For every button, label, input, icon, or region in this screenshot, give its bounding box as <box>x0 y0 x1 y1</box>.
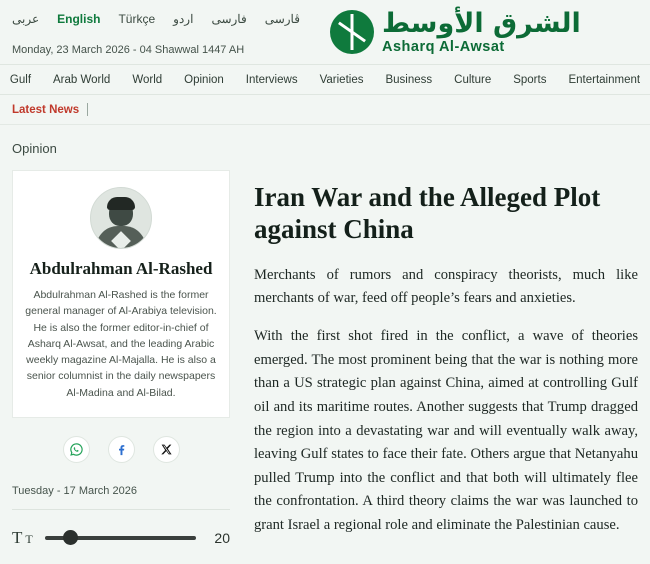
language-link-persian[interactable]: فارسی <box>211 12 247 26</box>
whatsapp-share-icon[interactable] <box>63 436 90 463</box>
sidebar-column <box>12 170 230 552</box>
article-paragraph: Merchants of rumors and conspiracy theorists, much like merchants of war, feed off people’s fears and anxieties. <box>254 266 638 307</box>
latest-news-label: Latest News <box>12 103 80 116</box>
latest-news-bar[interactable] <box>0 95 650 125</box>
font-size-icon <box>12 528 33 548</box>
nav-item-sports[interactable]: Sports <box>513 73 547 86</box>
language-link-arabic[interactable]: عربى <box>12 12 40 26</box>
facebook-share-icon[interactable] <box>108 436 135 463</box>
main-nav <box>0 64 650 95</box>
font-size-slider[interactable] <box>45 529 196 547</box>
latest-news-divider <box>87 103 88 116</box>
font-size-value: 20 <box>214 529 230 546</box>
sidebar-divider <box>12 509 230 510</box>
section-label: Opinion <box>12 141 57 156</box>
globe-logo-icon <box>330 10 374 54</box>
nav-item-interviews[interactable]: Interviews <box>245 73 298 86</box>
article-column <box>254 170 638 552</box>
page-content <box>0 156 650 552</box>
article-title: Iran War and the Alleged Plot against China <box>254 182 601 244</box>
nav-item-gulf[interactable]: Gulf <box>9 73 32 86</box>
nav-item-world[interactable]: World <box>132 73 163 86</box>
share-row <box>12 436 230 463</box>
logo-text <box>382 7 581 55</box>
author-bio: Abdulrahman Al-Rashed is the former general manager of Al-Arabiya television. He is also the former editor-in-chief of Asharq Al-Awsat, and the leading Arabic weekly magazine Al-Majalla. He is also a senior columnist in the daily newspapers Al-Madina and Al-Bilad. <box>25 289 217 399</box>
nav-item-varieties[interactable]: Varieties <box>319 73 364 86</box>
font-size-control <box>12 528 230 548</box>
author-portrait-avatar <box>90 187 152 249</box>
author-name: Abdulrahman Al-Rashed <box>29 259 213 278</box>
nav-item-arab-world[interactable]: Arab World <box>53 73 111 86</box>
author-card <box>12 170 230 418</box>
font-size-small-label: T <box>25 531 33 546</box>
nav-item-business[interactable]: Business <box>385 73 433 86</box>
language-link-turkish[interactable]: Türkçe <box>118 12 156 26</box>
nav-item-entertainment[interactable]: Entertainment <box>568 73 641 86</box>
x-twitter-share-icon[interactable] <box>153 436 180 463</box>
article-paragraph: With the first shot fired in the conflict, a wave of theories emerged. The most prominent being that the war is nothing more than a US strategic plan against China, aimed at controlling Gulf oil and its maritime routes. Another suggests that Trump dragged the region into a devastating war and will eventually walk away, leaving Gulf states to face their fate. Others argue that Netanyahu pulled Trump into the conflict and that both will ultimately flee the confrontation. A third theory claims the war was launched to grant Israel a regional role and eliminate the Palestinian cause. <box>254 328 638 534</box>
language-link-urdu[interactable]: اردو <box>173 12 194 26</box>
nav-item-culture[interactable]: Culture <box>454 73 492 86</box>
language-link-extra[interactable]: ڤارسی <box>264 12 300 26</box>
font-size-big-label: T <box>12 527 23 547</box>
logo-english-name: Asharq Al-Awsat <box>382 38 505 55</box>
article-published-date: Tuesday - 17 March 2026 <box>12 484 137 497</box>
date-line: Monday, 23 March 2026 - 04 Shawwal 1447 AH <box>12 44 245 56</box>
site-logo[interactable] <box>330 6 630 58</box>
logo-arabic-name: الشرق الأوسط <box>382 7 581 39</box>
slider-knob[interactable] <box>63 530 78 545</box>
language-link-english[interactable]: English <box>57 12 101 26</box>
nav-item-opinion[interactable]: Opinion <box>184 73 224 86</box>
